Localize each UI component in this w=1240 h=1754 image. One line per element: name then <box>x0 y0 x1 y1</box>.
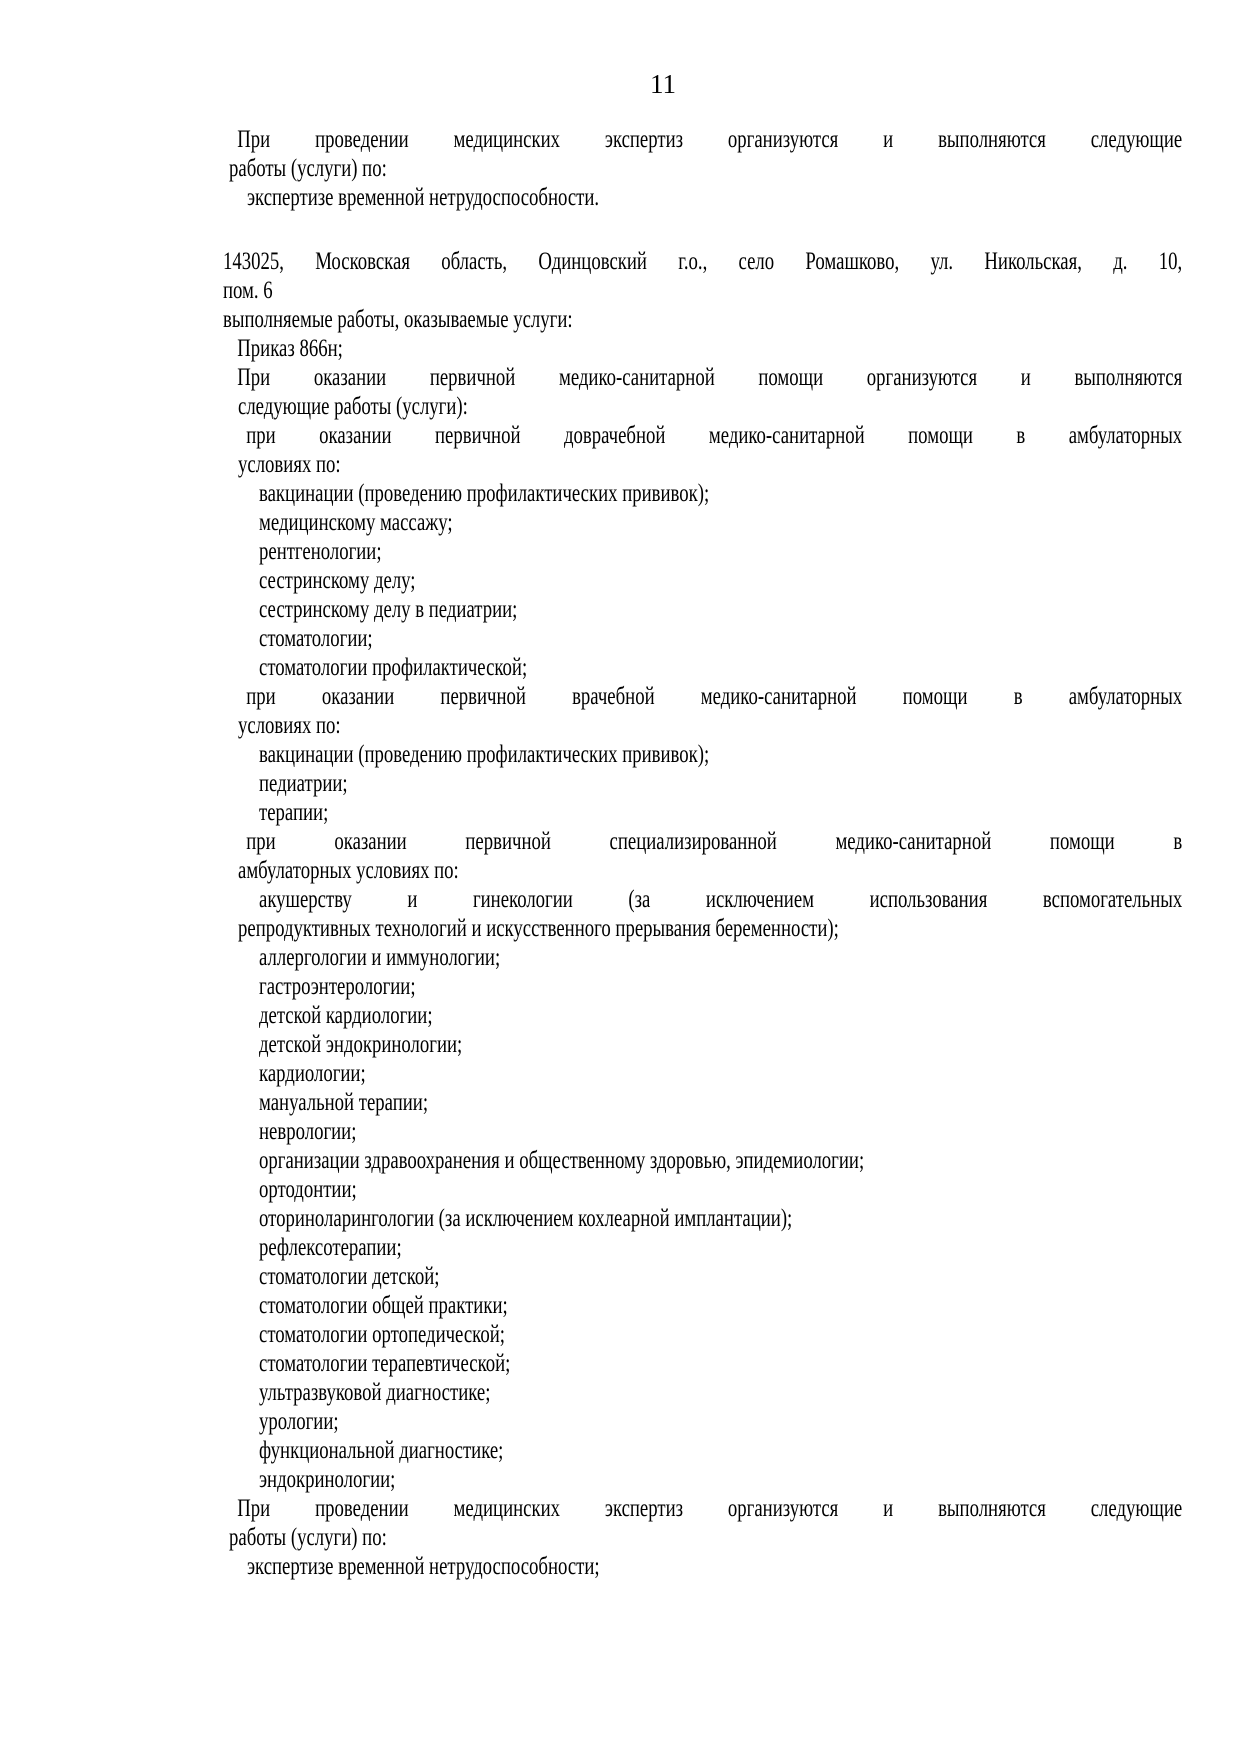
text-line: стоматологии ортопедической; <box>259 1321 505 1348</box>
word: 10, <box>1158 248 1183 275</box>
word: первичной <box>465 828 551 855</box>
text-line: детской кардиологии; <box>259 1002 433 1029</box>
text-line: работы (услуги) по: <box>229 155 387 182</box>
text-line <box>237 1494 1182 1523</box>
text-line: гастроэнтерологии; <box>259 973 416 1000</box>
text-line <box>259 885 1182 914</box>
word: амбулаторных <box>1068 422 1183 449</box>
text-line: аллергологии и иммунологии; <box>259 944 501 971</box>
word: При <box>237 126 271 153</box>
text-line <box>237 363 1182 392</box>
word: вспомогательных <box>1042 886 1183 913</box>
text-line: выполняемые работы, оказываемые услуги: <box>223 306 573 333</box>
word: и <box>883 126 894 153</box>
word: организуются <box>727 1495 839 1522</box>
word: при <box>246 422 276 449</box>
text-line: работы (услуги) по: <box>229 1524 387 1551</box>
text-line <box>246 421 1182 450</box>
word: первичной <box>429 364 516 391</box>
word: при <box>246 683 276 710</box>
word: г.о., <box>678 248 708 275</box>
word: 143025, <box>223 248 284 275</box>
word: доврачебной <box>563 422 666 449</box>
word: медико-санитарной <box>558 364 715 391</box>
word: в <box>1013 683 1023 710</box>
text-line: рефлексотерапии; <box>259 1234 402 1261</box>
text-line: экспертизе временной нетрудоспособности; <box>247 1553 600 1580</box>
text-line: амбулаторных условиях по: <box>238 857 459 884</box>
text-line: педиатрии; <box>259 770 348 797</box>
word: помощи <box>908 422 973 449</box>
word: и <box>407 886 418 913</box>
word: медицинских <box>453 126 561 153</box>
word: проведении <box>315 126 409 153</box>
word: Никольская, <box>984 248 1082 275</box>
word: в <box>1173 828 1183 855</box>
text-line <box>246 682 1182 711</box>
word: медико-санитарной <box>835 828 992 855</box>
word: в <box>1016 422 1026 449</box>
word: экспертиз <box>604 1495 684 1522</box>
word: оказании <box>321 683 395 710</box>
word: При <box>237 364 271 391</box>
text-line: Приказ 866н; <box>237 335 343 362</box>
text-line: оториноларингологии (за исключением кохлеарной имплантации); <box>259 1205 793 1232</box>
text-line: медицинскому массажу; <box>259 509 453 536</box>
text-line: терапии; <box>259 799 329 826</box>
page-number: 11 <box>650 69 676 99</box>
text-line: рентгенологии; <box>259 538 382 565</box>
word: выполняются <box>938 1495 1046 1522</box>
text-line: ультразвуковой диагностике; <box>259 1379 491 1406</box>
text-line: следующие работы (услуги): <box>238 393 468 420</box>
text-line <box>237 125 1182 154</box>
text-line: стоматологии общей практики; <box>259 1292 508 1319</box>
text-line: эндокринологии; <box>259 1466 396 1493</box>
word: медико-санитарной <box>708 422 865 449</box>
word: медико-санитарной <box>700 683 857 710</box>
word: помощи <box>758 364 824 391</box>
text-line: детской эндокринологии; <box>259 1031 463 1058</box>
word: медицинских <box>453 1495 561 1522</box>
document-body <box>223 125 1182 1581</box>
word: помощи <box>902 683 968 710</box>
text-line: сестринскому делу в педиатрии; <box>259 596 518 623</box>
word: гинекологии <box>472 886 573 913</box>
text-line: стоматологии профилактической; <box>259 654 528 681</box>
word: оказании <box>319 422 392 449</box>
word: помощи <box>1049 828 1115 855</box>
word: амбулаторных <box>1068 683 1183 710</box>
word: организуются <box>866 364 978 391</box>
word: выполняются <box>1074 364 1183 391</box>
word: использования <box>869 886 988 913</box>
text-line: ортодонтии; <box>259 1176 357 1203</box>
word: Одинцовский <box>538 248 647 275</box>
word: оказании <box>334 828 407 855</box>
word: акушерству <box>259 886 352 913</box>
word: первичной <box>434 422 521 449</box>
text-line: сестринскому делу; <box>259 567 416 594</box>
word: первичной <box>440 683 526 710</box>
word: при <box>246 828 276 855</box>
text-line: кардиологии; <box>259 1060 366 1087</box>
word: следующие <box>1090 1495 1183 1522</box>
word: Московская <box>315 248 410 275</box>
word: (за <box>628 886 651 913</box>
word: врачебной <box>572 683 655 710</box>
text-line: урологии; <box>259 1408 339 1435</box>
text-line: репродуктивных технологий и искусственного прерывания беременности); <box>238 915 839 942</box>
text-line: стоматологии; <box>259 625 373 652</box>
text-line <box>223 247 1182 276</box>
text-line: вакцинации (проведению профилактических прививок); <box>259 480 710 507</box>
text-line: функциональной диагностике; <box>259 1437 504 1464</box>
word: д. <box>1113 248 1128 275</box>
word: проведении <box>315 1495 409 1522</box>
word: село <box>738 248 775 275</box>
word: и <box>1020 364 1031 391</box>
word: исключением <box>705 886 815 913</box>
word: Ромашково, <box>805 248 900 275</box>
text-line: неврологии; <box>259 1118 357 1145</box>
word: выполняются <box>938 126 1046 153</box>
word: следующие <box>1090 126 1183 153</box>
text-line: пом. 6 <box>223 277 273 304</box>
text-line: экспертизе временной нетрудоспособности. <box>247 184 600 211</box>
word: При <box>237 1495 271 1522</box>
text-line: стоматологии терапевтической; <box>259 1350 511 1377</box>
word: область, <box>441 248 508 275</box>
text-line <box>246 827 1182 856</box>
text-line: вакцинации (проведению профилактических прививок); <box>259 741 710 768</box>
word: и <box>883 1495 894 1522</box>
word: специализированной <box>609 828 777 855</box>
word: оказании <box>313 364 387 391</box>
word: экспертиз <box>604 126 684 153</box>
text-line: мануальной терапии; <box>259 1089 429 1116</box>
text-line: условиях по: <box>238 451 341 478</box>
text-line: организации здравоохранения и общественному здоровью, эпидемиологии; <box>259 1147 865 1174</box>
text-line: условиях по: <box>238 712 341 739</box>
word: организуются <box>727 126 839 153</box>
text-line: стоматологии детской; <box>259 1263 440 1290</box>
word: ул. <box>930 248 954 275</box>
